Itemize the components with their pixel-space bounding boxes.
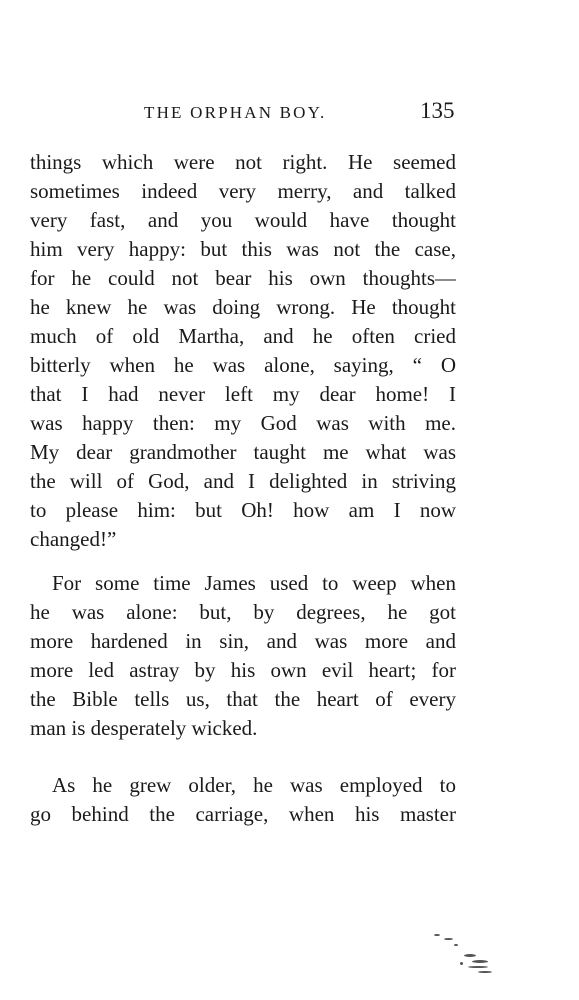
text-line: As he grew older, he was employed to [52,773,456,797]
text-line: go behind the carriage, when his master [30,802,456,826]
text-line: for he could not bear his own thoughts— [30,266,456,290]
text-line: very fast, and you would have thought [30,208,456,232]
text-line: more led astray by his own evil heart; for [30,658,456,682]
text-line: bitterly when he was alone, saying, “ O [30,353,456,377]
text-line: For some time James used to weep when [52,571,456,595]
text-line: he knew he was doing wrong. He thought [30,295,456,319]
text-line: man is desperately wicked. [30,716,258,740]
text-line: changed!” [30,527,117,551]
paragraph-1 [30,148,456,554]
text-line: the Bible tells us, that the heart of every [30,687,456,711]
text-line: more hardened in sin, and was more and [30,629,456,653]
paragraph-2 [30,569,456,743]
text-line: things which were not right. He seemed [30,150,456,174]
text-line: to please him: but Oh! how am I now [30,498,456,522]
text-line: much of old Martha, and he often cried [30,324,456,348]
text-line: that I had never left my dear home! I [30,382,456,406]
text-line: sometimes indeed very merry, and talked [30,179,456,203]
text-line: he was alone: but, by degrees, he got [30,600,456,624]
text-line: My dear grandmother taught me what was [30,440,456,464]
page-number: 135 [420,98,455,123]
running-title: THE ORPHAN BOY. [144,103,327,122]
text-line: the will of God, and I delighted in striving [30,469,456,493]
text-line: him very happy: but this was not the case, [30,237,456,261]
paragraph-3 [30,771,456,829]
text-line: was happy then: my God was with me. [30,411,456,435]
ink-smudge [430,928,510,980]
